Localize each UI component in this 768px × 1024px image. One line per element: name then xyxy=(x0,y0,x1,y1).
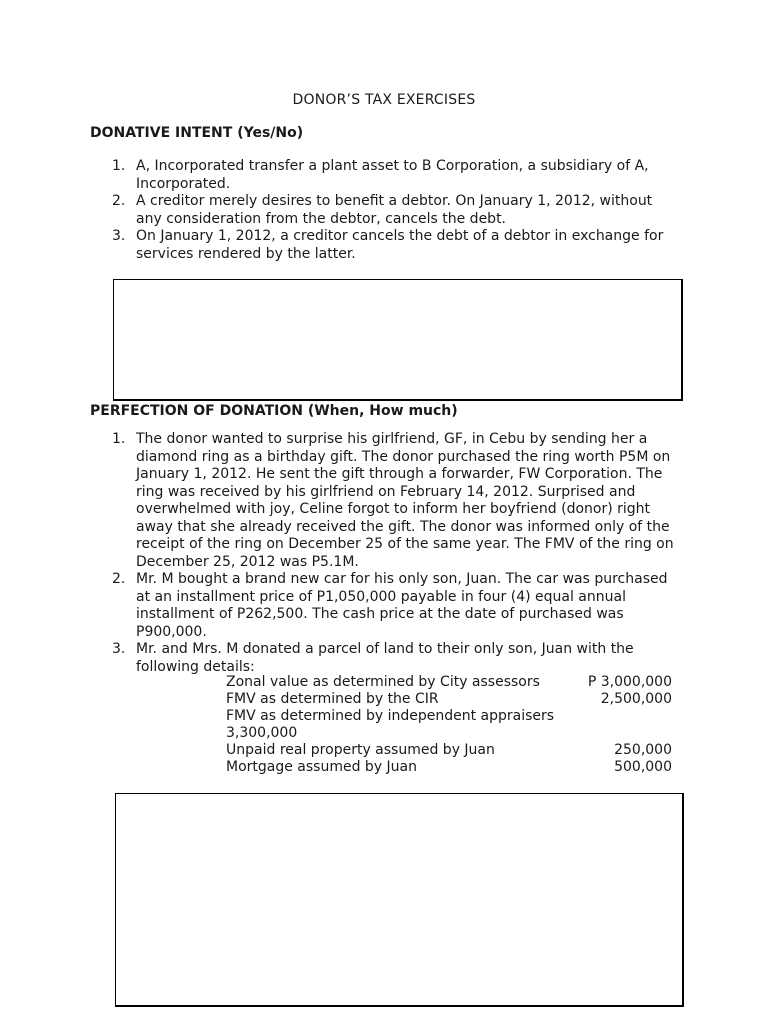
list-item-number: 3. xyxy=(112,228,126,244)
detail-row xyxy=(226,759,672,776)
list-item-text: On January 1, 2012, a creditor cancels the debt of a debtor in exchange for services rendered by the latter. xyxy=(136,228,664,262)
list-item-number: 2. xyxy=(112,571,126,587)
detail-row xyxy=(226,691,672,708)
donative-intent-list xyxy=(90,158,680,263)
detail-row xyxy=(226,742,672,759)
list-item-text: Mr. M bought a brand new car for his only son, Juan. The car was purchased at an installment price of P1,050,000 payable in four (4) equal annual installment of P262,500. The cash price at the date of purchased was P900,000. xyxy=(136,571,668,640)
list-item xyxy=(90,158,680,193)
list-item-number: 2. xyxy=(112,193,126,209)
list-item xyxy=(90,193,680,228)
detail-amount: 250,000 xyxy=(614,742,672,758)
list-item xyxy=(90,431,680,571)
detail-amount: 2,500,000 xyxy=(600,691,672,707)
land-details-table xyxy=(226,674,672,776)
list-item-text: A creditor merely desires to benefit a debtor. On January 1, 2012, without any consideration from the debtor, cancels the debt. xyxy=(136,193,653,227)
list-item-text: A, Incorporated transfer a plant asset to B Corporation, a subsidiary of A, Incorporated. xyxy=(136,158,649,192)
detail-row xyxy=(226,674,672,691)
list-item-number: 1. xyxy=(112,431,126,447)
detail-amount: 500,000 xyxy=(614,759,672,775)
detail-label: Unpaid real property assumed by Juan xyxy=(226,742,495,758)
list-item xyxy=(90,228,680,263)
list-item xyxy=(90,641,680,676)
detail-label: Zonal value as determined by City assessors xyxy=(226,674,540,690)
list-item-number: 3. xyxy=(112,641,126,657)
detail-label: 3,300,000 xyxy=(226,725,298,741)
perfection-of-donation-list xyxy=(90,431,680,676)
list-item-number: 1. xyxy=(112,158,126,174)
detail-amount: P 3,000,000 xyxy=(587,674,672,690)
answer-box-perfection-of-donation[interactable] xyxy=(115,793,684,1007)
detail-label: Mortgage assumed by Juan xyxy=(226,759,418,775)
list-item-text: Mr. and Mrs. M donated a parcel of land to their only son, Juan with the following details: xyxy=(136,641,634,675)
detail-label: FMV as determined by independent appraisers xyxy=(226,708,555,724)
detail-row xyxy=(226,725,672,742)
list-item-text: The donor wanted to surprise his girlfriend, GF, in Cebu by sending her a diamond ring as a birthday gift. The donor purchased the ring worth P5M on January 1, 2012. He sent the gift through a forwarder, FW Corporation. The ring was received by his girlfriend on February 14, 2012. Surprised and overwhelmed with joy, Celine forgot to inform her boyfriend (donor) right away that she already received the gift. The donor was informed only of the receipt of the ring on December 25 of the same year. The FMV of the ring on December 25, 2012 was P5.1M. xyxy=(136,431,674,570)
answer-box-donative-intent[interactable] xyxy=(113,279,683,401)
list-item xyxy=(90,571,680,641)
detail-label: FMV as determined by the CIR xyxy=(226,691,439,707)
detail-row xyxy=(226,708,672,725)
section-heading-perfection-of-donation: PERFECTION OF DONATION (When, How much) xyxy=(90,403,458,419)
document-title: DONOR’S TAX EXERCISES xyxy=(292,92,476,108)
section-heading-donative-intent: DONATIVE INTENT (Yes/No) xyxy=(90,125,304,141)
